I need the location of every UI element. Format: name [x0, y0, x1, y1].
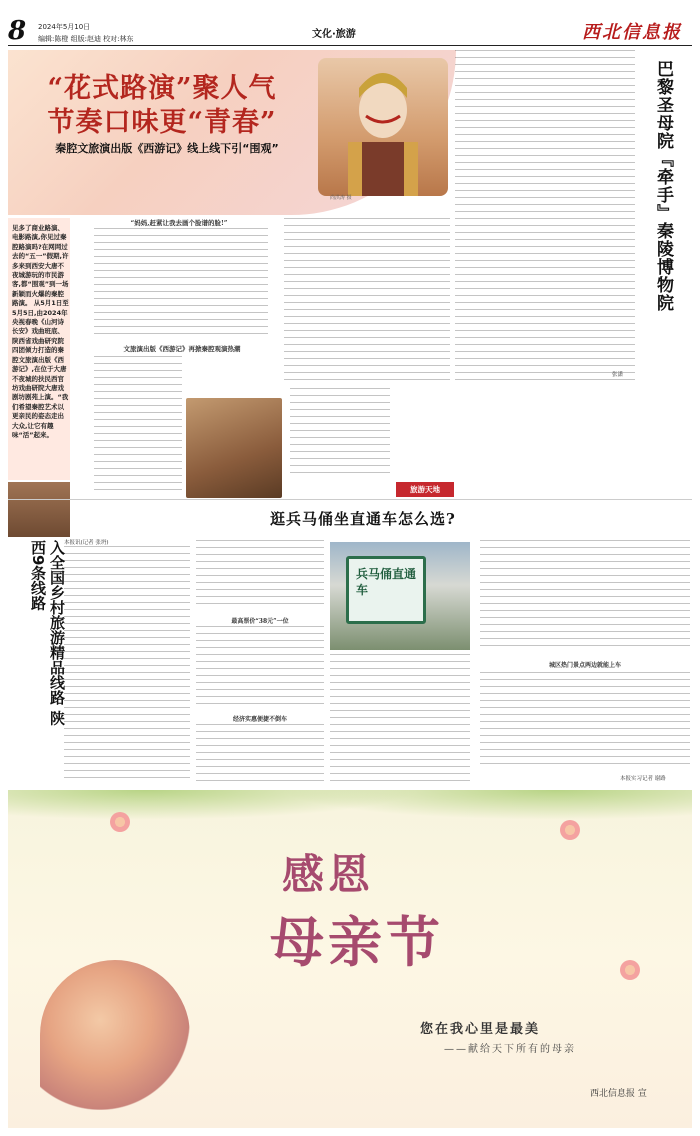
article-column [455, 50, 635, 380]
section-title: 文化·旅游 [312, 29, 356, 40]
article-author: 本报实习记者 谢路 [620, 776, 666, 782]
article-column [480, 540, 690, 650]
ad-dedication: ——献给天下所有的母亲 [444, 1044, 576, 1055]
rural-tourism-vertical-title: 入全国乡村旅游精品线路 陕西9条线路 [29, 540, 66, 726]
article-column [94, 356, 182, 491]
photo-caption: 尚洪涛 摄 [330, 195, 352, 201]
flower-decoration [110, 812, 130, 832]
mother-child-illustration [40, 960, 190, 1110]
masthead-logo: 西北信息报 [582, 22, 682, 43]
right-feature-vertical-title: 巴黎圣母院『牵手』秦陵博物院 [653, 60, 673, 312]
ad-sponsor: 西北信息报 宣 [590, 1089, 647, 1099]
shuttle-sign-text: 兵马俑直通车 [356, 567, 417, 597]
article-subheading: 文旅演出版《西游记》再掀秦腔观演热潮 [123, 345, 241, 353]
article-column [284, 218, 450, 383]
section-divider [8, 499, 692, 500]
article-subheading: 最高票价“38元”一位 [231, 618, 289, 625]
article-subheading: 经济实惠便捷不倒车 [232, 716, 287, 723]
travel-section-tag: 旅游天地 [396, 482, 454, 497]
flower-decoration [560, 820, 580, 840]
article-subheading: 城区热门景点两边就能上车 [548, 662, 621, 669]
audience-photo [8, 482, 70, 537]
second-feature-headline: 逛兵马俑坐直通车怎么选? [270, 510, 456, 528]
issue-date: 2024年5月10日 [38, 23, 91, 31]
article-column [480, 672, 690, 770]
feature-subheadline: 秦腔文旅演出版《西游记》线上线下引“围观” [55, 142, 279, 155]
article-quote-heading: “妈妈,赶紧让我去画个脸谱的脸!” [130, 219, 228, 227]
article-column [196, 724, 324, 782]
article-byline: 本报讯(记者 张坍) [64, 540, 109, 546]
editor-credits: 编辑:陈橙 组版:赵迪 校对:林东 [38, 35, 134, 43]
article-column [64, 546, 190, 782]
ad-title-line2: 母亲节 [270, 910, 444, 974]
article-column [330, 654, 470, 782]
article-column [290, 388, 390, 478]
side-summary-text: 见多了商业路演、电影路演,你见过秦腔路演吗?在网网过去的“五一”假期,许多来到西安大唐不夜城游玩的市民游客,都“围观”到一场新颖而火爆的秦腔路演。 从5月1日至5月5日,由2024年央视春晚《山河诗长安》戏曲班底、陕西省戏曲研究院四团倾力打造的秦腔文旅演出版《西游记》,在位于大唐不夜城的扶民西官坊戏曲研院大唐戏剧坊剧苑上演。“我们希望秦腔艺术以更亲民的姿态走出大众,让它有趣味“活”起来。 [12, 224, 69, 439]
travel-scenery-photo [186, 398, 282, 498]
article-column [94, 228, 268, 340]
opera-performer-photo [318, 58, 448, 196]
article-column [196, 626, 324, 710]
feature-headline-line1: “花式路演”聚人气 [47, 73, 277, 104]
page-number: 8 [8, 16, 27, 46]
article-column [196, 540, 324, 610]
feature-headline-line2: 节奏口味更“青春” [47, 107, 277, 138]
article-author: 张潇 [612, 372, 624, 378]
ad-title-line1: 感恩 [282, 850, 375, 899]
flower-decoration [620, 960, 640, 980]
ad-slogan: 您在我心里是最美 [420, 1022, 541, 1037]
